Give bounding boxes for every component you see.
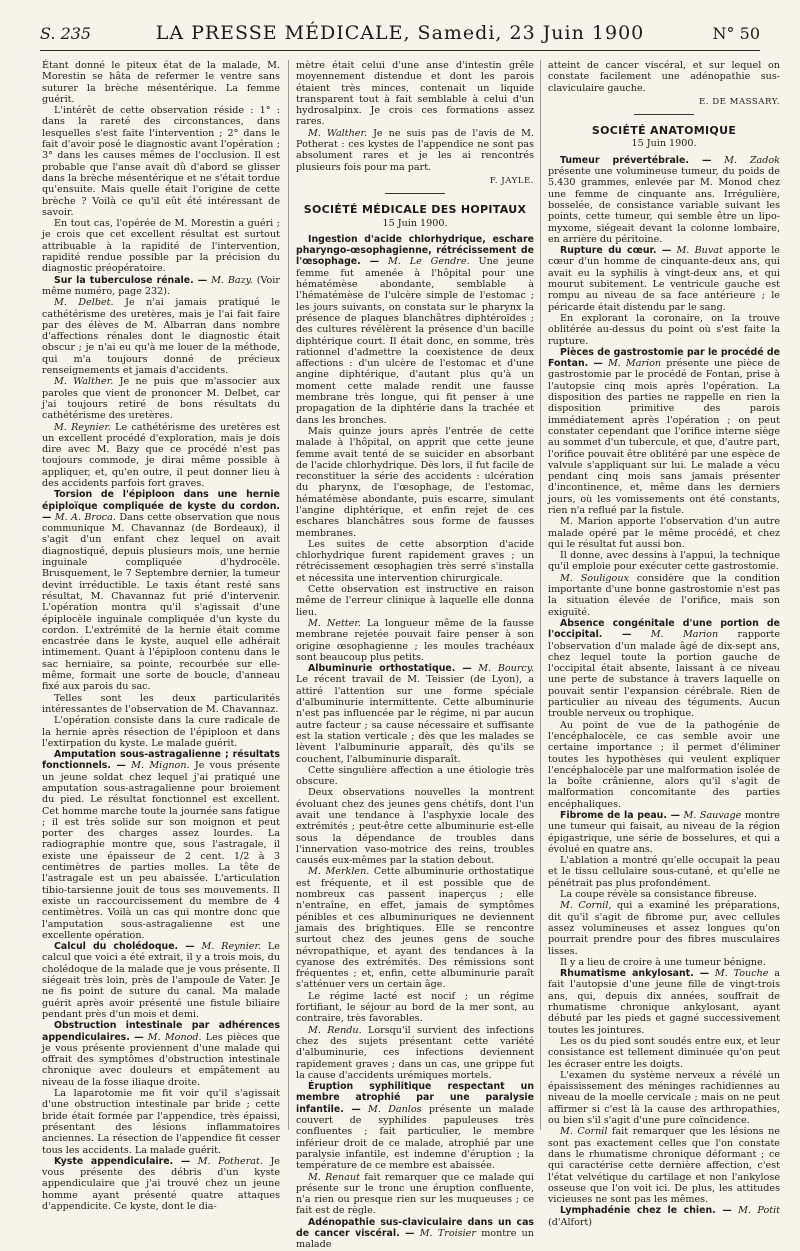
paragraph-text: Je ne puis que m'associer aux paroles que vient de prononcer M. Delbet, car j'ai toujours retiré de bons résultats du cathétérisme des uretères.: [42, 376, 281, 422]
report-signature: E. DE MASSARY.: [699, 96, 780, 107]
author-name: M. Cornil: [560, 1126, 608, 1138]
author-name: M. Walther.: [308, 127, 368, 139]
paragraph-text: Telles sont les deux particularités intéressantes de l'observation de M. Chavannaz.: [42, 692, 280, 715]
paragraph: [296, 991, 534, 1025]
paragraph: [548, 1205, 780, 1228]
paragraph: [548, 550, 780, 573]
paragraph-text: Je vous présente un jeune soldat chez lequel j'ai pratiqué une amputation sous-astragalienne pour broiement du pied. Le résultat fonctionnel est excellent. Cet homme marche toute la journée sans fatigue ; il est très solide sur son moignon et peut porter des charges assez lourdes. La radiographie montre que, sous l'astragale, il existe une épaisseur de 2 cent. 1/2 à 3 centimètres de parties molles. La tête de l'astragale est un peu abaissée. L'articulation tibio-tarsienne jouit de tous ses mouvements. Il existe un raccourcissement du membre de 4 centimètres. Voilà un cas qui montre donc que l'amputation sous-astragalienne est une excellente opération.: [42, 760, 280, 941]
paragraph: [548, 573, 780, 618]
paragraph-text: Les suites de cette absorption d'acide chlorhydrique furent rapidement graves ; un rétrécissement œsophagien très serré s'installa et nécessita une intervention chirurgicale.: [296, 538, 534, 584]
entry-title: Ingestion d'acide chlorhydrique, eschare pharyngo-œsophagienne, rétrécissement de l'œsophage. —: [296, 233, 534, 268]
issue-number: N° 50: [712, 24, 760, 43]
author-name: M. Sauvage: [683, 810, 742, 821]
paragraph-text: Je ne suis pas de l'avis de M. Potherat : ces kystes de l'appendice ne sont pas absolument rares et je les ai rencontrés plusieurs fois pour ma part.: [296, 127, 534, 173]
column-rule: [288, 60, 289, 1130]
masthead-title: LA PRESSE MÉDICALE, Samedi, 23 Juin 1900: [155, 22, 645, 44]
entry-title: Éruption syphilitique respectant un membre atrophié par une paralysie infantile. —: [296, 1081, 534, 1115]
paragraph-text: Je vous présente des débris d'un kyste appendiculaire que j'ai trouvé chez un jeune homme ayant présenté quatre attaques d'appendicite. Ce kyste, dont le dia-: [42, 1155, 280, 1212]
author-name: M. A. Broca.: [54, 511, 116, 523]
paragraph: [42, 422, 280, 490]
paragraph-text: (d'Alfort): [548, 1216, 593, 1228]
paragraph: [42, 1088, 280, 1156]
paragraph: [296, 663, 534, 765]
section-date: 15 Juin 1900.: [382, 217, 448, 229]
entry-title: Obstruction intestinale par adhérences appendiculaires. —: [42, 1020, 280, 1043]
paragraph: [548, 1126, 780, 1205]
paragraph: [42, 749, 280, 941]
author-name: M. Marion: [607, 358, 662, 370]
entry-title: Rhumatisme ankylosant. —: [560, 968, 710, 980]
paragraph-text: L'intérêt de cette observation réside : 1° : dans la rareté des circonstances, dans lesquelles s'est faite l'intervention ; 2° dans le fait d'avoir posé le diagnostic avant l'opération ; 3° dans les causes mêmes de l'occlusion. Il est probable que l'anse avait dû d'abord se glisser dans la brèche mésentérique et ne s'était tordue qu'ensuite. Mais quelle était l'origine de cette brèche ? Voilà ce qu'il eût été intéressant de savoir.: [42, 105, 280, 218]
paragraph: [548, 968, 780, 1036]
author-name: M. Reynier.: [54, 421, 111, 433]
section-divider: [385, 193, 445, 194]
entry-title: Absence congénitale d'une portion de l'occipital. —: [548, 617, 780, 641]
author-name: M. Monod.: [147, 1031, 202, 1043]
paragraph: [42, 1156, 280, 1212]
paragraph: [548, 347, 780, 516]
author-name: M. Potherat.: [197, 1155, 263, 1167]
paragraph-text: considère que la condition importante d'une bonne gastrostomie n'est pas la situation élevée de l'orifice, mais son exiguïté.: [548, 572, 780, 618]
paragraph: [296, 618, 534, 663]
col2-top-body: [296, 60, 534, 173]
entry-title: Sur la tuberculose rénale. —: [54, 274, 208, 286]
paragraph-text: Le cathétérisme des uretères est un excellent procédé d'exploration, mais je dois dire avec M. Bazy que ce procédé n'est pas toujours commode, je dirai même possible à appliquer, et, qu'en outre, il peut donner lieu à des accidents parfois fort graves.: [42, 421, 280, 489]
paragraph: [42, 941, 280, 1020]
col3-top-body: [548, 60, 780, 94]
entry-title: Calcul du cholédoque. —: [54, 941, 195, 953]
author-name: M. Netter.: [308, 617, 361, 629]
paragraph: [296, 584, 534, 618]
entry-title: Amputation sous-astragalienne ; résultats fonctionnels. —: [42, 749, 280, 772]
author-name: M. Marion: [650, 629, 719, 641]
paragraph-text: rapporte l'observation d'un malade âgé de dix-sept ans, chez lequel toute la portion gauche de l'occipital était absente, laissant à ce niveau une perte de substance à travers laquelle on pouvait sentir l'expansion cérébrale. Rien de particulier au niveau des téguments. Aucun trouble nerveux ou trophique.: [548, 629, 780, 720]
paragraph: [42, 489, 280, 692]
section-divider: [634, 114, 694, 115]
paragraph: [548, 957, 780, 968]
paragraph-text: Il donne, avec dessins à l'appui, la technique qu'il emploie pour exécuter cette gastrostomie.: [548, 550, 780, 573]
entry-title: Lymphadénie chez le chien. —: [560, 1205, 732, 1217]
paragraph-text: Il y a lieu de croire à une tumeur bénigne.: [560, 956, 766, 968]
paragraph-text: Lorsqu'il survient des infections chez des sujets présentant cette variété d'albuminurie, ces infections deviennent rapidement graves ; dans un cas, une grippe fut la cause d'accidents urémiques mortels.: [296, 1024, 534, 1081]
paragraph-text: Au point de vue de la pathogénie de l'encéphalocèle, ce cas semble avoir une certaine importance ; il permet d'éliminer toutes les hypothèses qui veulent expliquer l'encéphalocèle par une malformation isolée de la boîte crânienne, alors qu'il s'agit de malformation concomitante des parties encéphaliques.: [548, 719, 780, 810]
paragraph: [296, 60, 534, 128]
entry-title: Tumeur prévertébrale. —: [560, 154, 712, 166]
paragraph: [296, 539, 534, 584]
page-header: [40, 22, 760, 51]
paragraph-text: L'examen du système nerveux a révélé un épaississement des méninges rachidiennes au niveau de la moelle cervicale ; mais on ne peut affirmer si c'est là la cause des arthropathies, ou bien s'il s'agit d'une pure coïncidence.: [548, 1069, 780, 1127]
report-signature: F. JAYLE.: [489, 175, 534, 186]
author-name: M. Potit: [738, 1205, 780, 1217]
paragraph: [42, 693, 280, 716]
paragraph: [548, 60, 780, 94]
paragraph-text: Les os du pied sont soudés entre eux, et leur consistance est tellement diminuée qu'on peut les écraser entre les doigts.: [548, 1035, 780, 1070]
paragraph: [548, 855, 780, 889]
paragraph: [296, 765, 534, 788]
entry-title: Fibrome de la peau. —: [560, 810, 680, 821]
author-name: M. Danlos: [368, 1103, 422, 1115]
author-name: M. Merklen.: [308, 866, 370, 878]
paragraph: [548, 516, 780, 550]
paragraph-text: Les pièces que je vous présente proviennent d'une malade qui offrait des symptômes d'obstruction intestinale chronique avec douleurs et empâtement au niveau de la fosse iliaque droite.: [42, 1031, 280, 1088]
entry-title: Albuminurie orthostatique. —: [308, 663, 472, 675]
paragraph: [42, 715, 280, 749]
paragraph: [296, 128, 534, 173]
paragraph: [296, 426, 534, 539]
col1-body: [42, 60, 280, 1212]
author-name: M. Delbet.: [54, 297, 114, 309]
paragraph: [548, 900, 780, 956]
author-name: M. Bazy.: [211, 274, 253, 286]
column-2: [296, 60, 534, 1251]
paragraph: [42, 297, 280, 376]
paragraph: [42, 275, 280, 298]
paragraph-text: Une jeune femme fut amenée à l'hôpital pour une hématémèse abondante, semblable à l'hématémèse de l'ulcère simple de l'estomac ; les jours suivants, on constata sur le pharynx la présence de plaques blanchâtres diphtéroïdes ; des cultures révélèrent la présence d'un bacille diphtérique court. Il était donc, en somme, très rationnel d'admettre la coexistence de deux affections : d'un ulcère de l'estomac et d'une angine diphtérique, d'autant plus qu'à un moment cette malade rendit une fausse membrane très longue, qui fit penser à une propagation de la diphtérie dans la trachée et dans les bronches.: [296, 256, 534, 426]
paragraph-text: Cette singulière affection a une étiologie très obscure.: [296, 764, 534, 788]
section-title: SOCIÉTÉ MÉDICALE DES HOPITAUX: [303, 203, 527, 217]
author-name: M. Rendu.: [308, 1024, 362, 1036]
author-name: M. Buvat: [676, 245, 723, 257]
entry-title: Rupture du cœur. —: [560, 245, 672, 257]
paragraph-text: La longueur même de la fausse membrane rejetée pouvait faire penser à son origine œsophagienne ; les moules trachéaux sont beaucoup plus petits.: [296, 617, 534, 663]
paragraph: [42, 1020, 280, 1088]
paragraph-text: L'opération consiste dans la cure radicale de la hernie après résection de l'épiploon et dans l'extirpation du kyste. Le malade guérit.: [42, 715, 280, 749]
column-rule: [540, 60, 541, 1130]
paragraph-text: La coupe révèle sa consistance fibreuse.: [560, 889, 757, 901]
paragraph: [296, 1081, 534, 1171]
paragraph-text: En explorant la coronaire, on la trouve oblitérée au-dessus du point où s'est faite la rupture.: [548, 312, 780, 347]
page-number: S. 235: [40, 24, 92, 43]
paragraph-text: L'ablation a montré qu'elle occupait la peau et le tissu cellulaire sous-cutané, et qu'elle ne pénétrait pas plus profondément.: [548, 855, 780, 889]
paragraph-text: Cette albuminurie orthostatique est fréquente, et il est possible que de nombreux cas passent inaperçus ; elle n'entraîne, en effet, jamais de symptômes pénibles et ces albuminuriques ne deviennent jamais des brightiques. Elle se rencontre surtout chez des jeunes gens de souche névropathique, et ayant des tendances à la cyanose des extrémités. Des rémissions sont fréquentes ; et, enfin, cette albuminurie paraît s'atténuer vers un certain âge.: [296, 866, 534, 991]
paragraph: [42, 376, 280, 421]
paragraph-text: montre une tumeur qui faisait, au niveau de la région épigastrique, une série de bosselures, et qui a évolué en quatre ans.: [548, 810, 780, 855]
author-name: M. Reynier.: [201, 941, 262, 953]
paragraph-text: Le récent travail de M. Teissier (de Lyon), a attiré l'attention sur une forme spéciale d'albuminurie intermittente. Cette albuminurie n'est pas influencée par le régime, ni par aucun autre facteur ; sa cause nécessaire et suffisante est la station verticale ; dès que les malades se lèvent l'albuminurie apparaît, dès qu'ils se couchent, l'albuminurie disparaît.: [296, 674, 534, 765]
column-1: [42, 60, 281, 1212]
paragraph-text: mètre était celui d'une anse d'intestin grêle moyennement distendue et dont les parois étaient très minces, contenait un liquide transparent tout à fait semblable à celui d'un hydrosalpinx. Je crois ces formations assez rares.: [296, 60, 534, 128]
author-name: M. Bourcy.: [478, 663, 534, 675]
entry-title: Pièces de gastrostomie par le procédé de Fontan. —: [548, 346, 780, 370]
col2-body: [296, 234, 534, 1251]
paragraph: [548, 618, 780, 720]
paragraph: [296, 1217, 534, 1251]
paragraph-text: Étant donné le piteux état de la malade, M. Morestin se hâta de refermer le ventre sans suturer la brèche mésentérique. La femme guérit.: [42, 60, 280, 105]
paragraph-text: a fait l'autopsie d'une jeune fille de vingt-trois ans, qui, depuis dix années, souffrait de rhumatisme chronique ankylosant, ayant débuté par les pieds et gagné successivement toutes les jointures.: [548, 968, 780, 1036]
paragraph: [548, 1070, 780, 1126]
paragraph-text: qui a examiné les préparations, dit qu'il s'agit de fibrome pur, avec cellules assez volumineuses et assez longues qu'on pourrait prendre pour des fibres musculaires lisses.: [548, 900, 780, 957]
paragraph-text: apporte le cœur d'un homme de cinquante-deux ans, qui avait eu la syphilis à vingt-deux ans, et qui mourut subitement. Le ventricule gauche est rompu au niveau de sa face antérieure ; le péricarde était distendu par le sang.: [548, 245, 780, 313]
paragraph-text: présente un malade couvert de syphilides papuleuses très confluentes ; fait particulier, le membre inférieur droit de ce malade, atrophié par une paralysie infantile, est indemne d'éruption ; la température de ce membre est abaissée.: [296, 1103, 534, 1172]
paragraph-text: Je n'ai jamais pratiqué le cathétérisme des uretères, mais je l'ai fait faire par des élèves de M. Albarran dans nombre d'affections rénales dont le diagnostic était obscur ; je n'ai eu qu'à me louer de la méthode, qui m'a toujours donné de précieux renseignements et jamais d'accidents.: [42, 297, 280, 377]
paragraph-text: montre un malade: [296, 1227, 534, 1251]
paragraph-text: Deux observations nouvelles la montrent évoluant chez des jeunes gens chétifs, dont l'un avait une tendance à l'asphyxie locale des extrémités ; peut-être cette albuminurie est-elle sous la dépendance de troubles dans l'innervation vaso-motrice des reins, troubles causés eux-mêmes par la station debout.: [296, 787, 534, 867]
paragraph: [296, 1172, 534, 1217]
paragraph: [548, 889, 780, 900]
paragraph-text: M. Marion apporte l'observation d'un autre malade opéré par le même procédé, et chez qui le résultat fut aussi bon.: [548, 516, 780, 550]
col3-body: [548, 155, 780, 1228]
paragraph: [548, 1036, 780, 1070]
paragraph: [296, 866, 534, 990]
paragraph-text: Mais quinze jours après l'entrée de cette malade à l'hôpital, on apprit que cette jeune femme avait tenté de se suicider en absorbant de l'acide chlorhydrique. Dès lors, il fut facile de reconstituer la série des accidents : ulcération du pharynx, de l'œsophage, de l'estomac, hématémèse abondante, puis escarre, simulant l'angine diphtérique, et enfin rejet de ces eschares blanchâtres sous forme de fausses membranes.: [296, 425, 534, 539]
entry-title: Kyste appendiculaire. —: [54, 1155, 191, 1167]
author-name: M. Troisier: [419, 1227, 476, 1239]
paragraph: [42, 105, 280, 218]
paragraph-text: En tout cas, l'opérée de M. Morestin a guéri ; je crois que cet excellent résultat est surtout attribuable à la rapidité de l'intervention, rapidité rendue possible par la précision du diagnostic préopératoire.: [42, 218, 280, 275]
paragraph: [296, 234, 534, 426]
entry-title: Torsion de l'épiploon dans une hernie épiploïque compliquée de kyste du cordon. —: [42, 489, 280, 523]
section-title: SOCIÉTÉ ANATOMIQUE: [591, 124, 737, 138]
paragraph: [548, 810, 780, 855]
author-name: M. Walther.: [54, 376, 114, 388]
paragraph-text: présente une pièce de gastrostomie par le procédé de Fontan, prise à l'autopsie cinq mois après l'opération. La disposition des parties ne rappelle en rien la disposition primitive des parois immédiatement après l'opération ; on peut constater cependant que l'orifice interne siège au sommet d'un tubercule, et que, d'autre part, l'orifice pouvait être oblitéré par une espèce de valvule s'appliquant sur lui. Le malade a vécu pendant cinq mois sans jamais présenter d'incontinence, et, même dans les derniers jours, où les vomissements ont été constants, rien n'a reflué par la fistule.: [548, 358, 780, 516]
entry-title: Adénopathie sus-claviculaire dans un cas de cancer viscéral. —: [296, 1216, 534, 1239]
author-name: M. Cornil,: [560, 900, 612, 912]
column-3: [548, 60, 780, 1228]
author-name: M. Mignon.: [131, 760, 190, 772]
paragraph: [548, 720, 780, 810]
author-name: M. Renaut: [308, 1171, 360, 1183]
paragraph: [548, 155, 780, 245]
paragraph: [296, 787, 534, 866]
author-name: M. Souligoux: [560, 572, 629, 584]
paragraph-text: La laparotomie me fit voir qu'il s'agissait d'une obstruction intestinale par bride ; cette bride était formée par l'appendice, très épaissi, présentant des lésions inflammatoires anciennes. La résection de l'appendice fit cesser tous les accidents. La malade guérit.: [42, 1088, 280, 1156]
author-name: M. Touche: [714, 968, 769, 980]
paragraph: [42, 60, 280, 105]
author-name: M. Le Gendre.: [388, 256, 470, 268]
paragraph: [548, 245, 780, 313]
paragraph-text: Le calcul que voici a été extrait, il y a trois mois, du cholédoque de la malade que je vous présente. Il siégeait très loin, près de l'ampoule de Vater. Je ne fis point de suture du canal. Ma malade guérit après avoir présenté une fistule biliaire pendant près d'un mois et demi.: [42, 941, 280, 1020]
section-date: 15 Juin 1900.: [631, 138, 697, 150]
paragraph-text: Cette observation est instructive en raison même de l'erreur clinique à laquelle elle donna lieu.: [296, 584, 534, 618]
paragraph: [548, 313, 780, 347]
paragraph-text: (Voir même numéro, page 232).: [42, 274, 280, 297]
author-name: M. Zadok: [724, 154, 780, 166]
paragraph-text: Dans cette observation que nous communique M. Chavannaz (de Bordeaux), il s'agit d'un enfant chez lequel on avait diagnostiqué, depuis plusieurs mois, une hernie inguinale compliquée d'hydrocèle. Brusquement, le 7 Septembre dernier, la tumeur devint irréductible. Le taxis étant resté sans résultat, M. Chavannaz fut prié d'intervenir. L'opération montra qu'il s'agissait d'une épiplocèle inguinale compliquée d'un kyste du cordon. L'extrémité de la hernie était comme encastrée dans le kyste, auquel elle adhérait intimement. Quant à l'épiploon contenu dans le sac herniaire, sa pointe, recourbée sur elle-même, formait une sorte de boucle, d'anneau fixé aux parois du sac.: [42, 511, 280, 693]
paragraph-text: fait remarquer que ce malade qui présente sur le tronc une éruption confluente, n'a rien ou presque rien sur les muqueuses ; ce fait est de règle.: [296, 1171, 534, 1217]
paragraph-text: Le régime lacté est nocif ; un régime fortifiant, le séjour au bord de la mer sont, au contraire, très favorables.: [296, 990, 534, 1025]
paragraph: [42, 218, 280, 274]
paragraph: [296, 1025, 534, 1081]
paragraph-text: fait remarquer que les lésions ne sont pas exactement celles que l'on constate dans le rhumatisme chronique déformant ; ce qui caractérise cette dernière affection, c'est l'état velvétique du cartilage et non l'ankylose osseuse que l'on voit ici. De plus, les attitudes vicieuses ne sont pas les mêmes.: [548, 1126, 780, 1206]
paragraph-text: présente une volumineuse tumeur, du poids de 5.430 grammes, enlevée par M. Monod chez une femme de cinquante ans. Irrégulière, bosselée, de consistance variable suivant les points, cette tumeur, qui semble être un lipo-myxome, siégeait devant la colonne lombaire, en arrière du péritoine.: [548, 166, 780, 245]
paragraph-text: atteint de cancer viscéral, et sur lequel on constate facilement une adénopathie sus-claviculaire gauche.: [548, 60, 780, 94]
